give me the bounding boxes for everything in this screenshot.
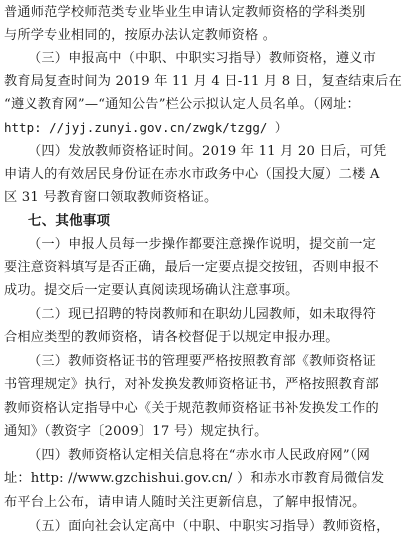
paragraph-line: （四）发放教师资格证时间。2019 年 11 月 20 日后，可凭 (28, 144, 387, 159)
paragraph-line: 教育局复查时间为 2019 年 11 月 4 日-11 月 8 日，复查结束后在 (4, 74, 402, 89)
paragraph-line: 与所学专业相同的，按原办法认定教师资格 。 (4, 28, 277, 43)
paragraph-line: 书管理规定》执行，对补发换发教师资格证书，严格按照教育部 (4, 377, 379, 392)
paragraph-line: （一）申报人员每一步操作都要注意操作说明，提交前一定 (28, 237, 377, 252)
paragraph-line: 合相应类型的教师资格，请各校督促于以规定申报办理。 (4, 330, 339, 345)
paragraph-line: 教师资格认定指导中心《关于规范教师资格证书补发换发工作的 (4, 401, 379, 416)
section-heading: 七、其他事项 (28, 213, 111, 229)
paragraph-line: 区 31 号教育窗口领取教师资格证。 (4, 190, 218, 205)
paragraph-line: 申请人的有效居民身份证在赤水市政务中心（国投大厦）二楼 A (4, 167, 380, 182)
paragraph-line: 成功。提交后一定要认真阅读现场确认注意事项。 (4, 283, 299, 298)
paragraph-line: 普通师范学校师范类专业毕业生申请认定教师资格的学科类别 (4, 5, 366, 20)
paragraph-line: 布平台上公布，请申请人随时关注更新信息，了解申报情况。 (4, 495, 366, 510)
paragraph-line: （四）教师资格认定相关信息将在“赤水市人民政府网”（网 (28, 448, 370, 463)
paragraph-line: （三）教师资格证书的管理要严格按照教育部《教师资格证 (28, 354, 377, 369)
paragraph-line: 址：http: //www.gzchishui.gov.cn/ ）和赤水市教育局微信发 (4, 471, 385, 486)
paragraph-line: （二）现已招聘的特岗教师和在职幼儿园教师，如未取得符 (28, 307, 377, 322)
paragraph-line: （三）申报高中（中职、中职实习指导）教师资格，遵义市 (28, 51, 377, 66)
paragraph-line: “遵义教育网”—“通知公告”栏公示拟认定人员名单。（网址： (4, 97, 360, 112)
url-line: http: //jyj.zunyi.gov.cn/zwgk/tzgg/ ） (4, 120, 288, 135)
paragraph-line: 通知》（教资字〔2009〕17 号）规定执行。 (4, 424, 268, 439)
paragraph-line: （五）面向社会认定高中（中职、中职实习指导）教师资格， (28, 519, 390, 534)
paragraph-line: 要注意资料填写是否正确，最后一定要点提交按钮，否则申报不 (4, 260, 379, 275)
